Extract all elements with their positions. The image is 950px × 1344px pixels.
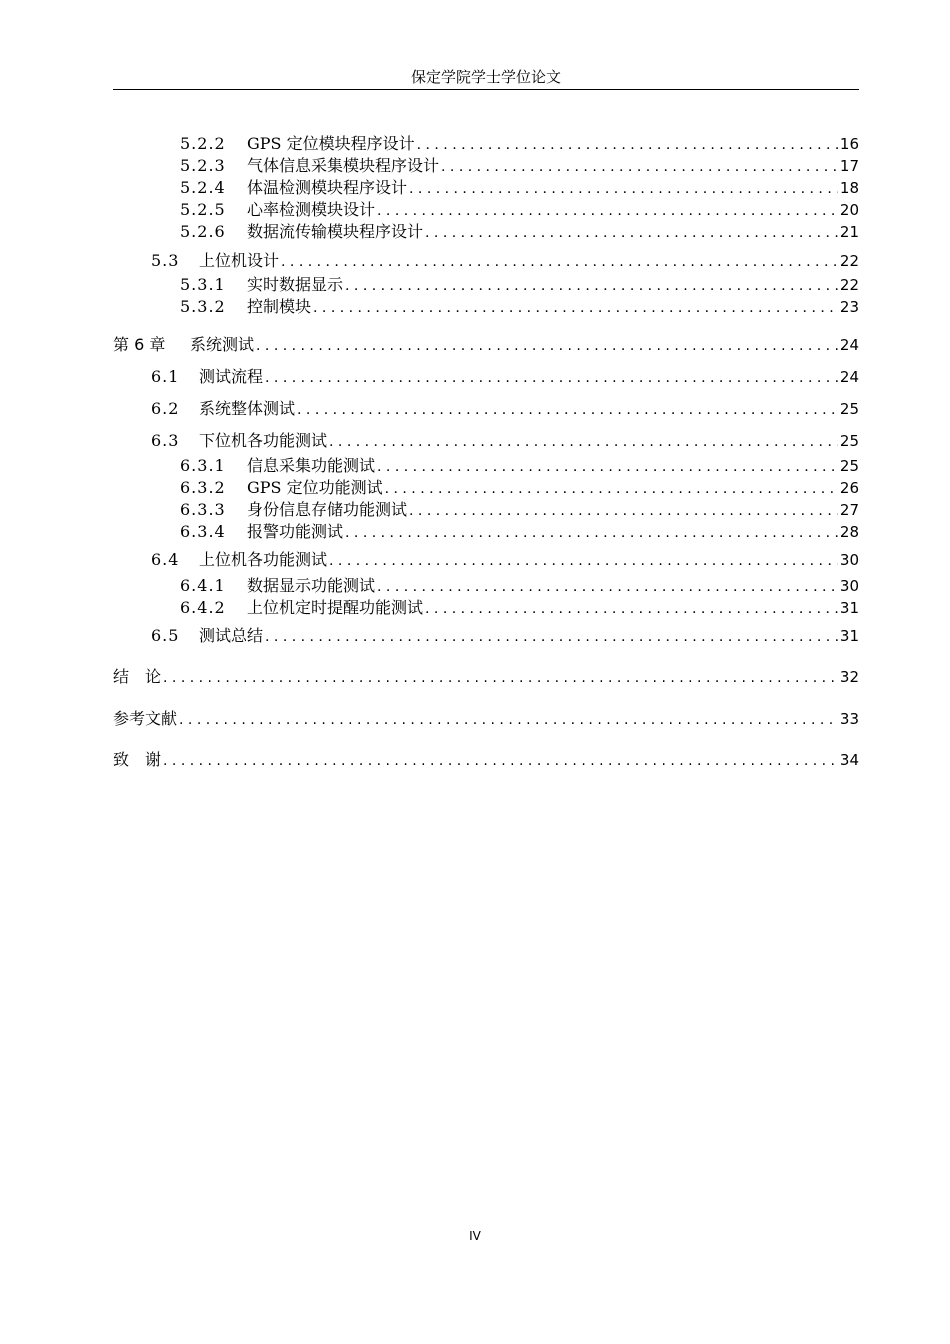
toc-dot-leader	[329, 550, 838, 572]
toc-dot-leader	[265, 626, 838, 648]
toc-entry[interactable]	[113, 625, 859, 647]
toc-dot-leader	[425, 222, 838, 244]
toc-entry-number: 6.3	[151, 431, 180, 450]
toc-entry-title: 下位机各功能测试	[199, 431, 328, 450]
toc-entry-title: 致 谢	[113, 750, 162, 769]
toc-entry-number: 第 6 章	[113, 335, 166, 354]
toc-entry-number: 5.3.2	[180, 297, 226, 316]
toc-entry-title: 测试流程	[199, 367, 264, 386]
toc-entry-number: 5.2.4	[180, 178, 226, 197]
toc-dot-leader	[409, 178, 838, 200]
toc-entry-number: 5.2.3	[180, 156, 226, 175]
toc-dot-leader	[409, 500, 838, 522]
toc-entry-page: 20	[839, 201, 859, 219]
running-header: 保定学院学士学位论文	[410, 68, 561, 86]
toc-entry-page: 23	[839, 298, 859, 316]
toc-entry-title: 上位机设计	[199, 251, 280, 270]
toc-entry-title: 上位机定时提醒功能测试	[247, 598, 424, 617]
toc-entry-page: 22	[839, 276, 859, 294]
toc-dot-leader	[313, 297, 838, 319]
toc-entry-title: 结 论	[113, 667, 162, 686]
toc-entry-page: 28	[839, 523, 859, 541]
toc-dot-leader	[377, 200, 838, 222]
toc-dot-leader	[417, 134, 838, 156]
toc-entry[interactable]	[113, 430, 859, 452]
toc-entry-title: 身份信息存储功能测试	[247, 500, 408, 519]
toc-entry-number: 6.3.3	[180, 500, 226, 519]
toc-entry-number: 5.2.2	[180, 134, 226, 153]
toc-entry[interactable]	[113, 597, 859, 619]
toc-entry-number: 5.3	[151, 251, 180, 270]
toc-entry-title: 体温检测模块程序设计	[247, 178, 408, 197]
toc-entry-page: 24	[839, 368, 859, 386]
toc-entry-page: 32	[839, 668, 859, 686]
toc-entry-number: 5.2.5	[180, 200, 226, 219]
toc-entry[interactable]	[113, 708, 859, 730]
toc-dot-leader	[163, 750, 838, 772]
toc-entry-number: 6.3.2	[180, 478, 226, 497]
toc-entry-page: 25	[839, 432, 859, 450]
toc-dot-leader	[179, 709, 838, 731]
toc-entry[interactable]	[113, 499, 859, 521]
toc-entry-title: 测试总结	[199, 626, 264, 645]
toc-entry-page: 22	[839, 252, 859, 270]
toc-entry[interactable]	[113, 334, 859, 356]
toc-entry-number: 5.3.1	[180, 275, 226, 294]
toc-entry[interactable]	[113, 155, 859, 177]
toc-entry-number: 6.5	[151, 626, 180, 645]
toc-dot-leader	[281, 251, 838, 273]
toc-entry-page: 33	[839, 710, 859, 728]
toc-dot-leader	[425, 598, 838, 620]
toc-entry-page: 26	[839, 479, 859, 497]
toc-entry[interactable]	[113, 274, 859, 296]
toc-entry-page: 18	[839, 179, 859, 197]
toc-entry-page: 21	[839, 223, 859, 241]
toc-entry-title: 数据显示功能测试	[247, 576, 376, 595]
toc-entry[interactable]	[113, 296, 859, 318]
toc-entry-page: 27	[839, 501, 859, 519]
toc-entry[interactable]	[113, 549, 859, 571]
toc-dot-leader	[329, 431, 838, 453]
toc-entry-page: 17	[839, 157, 859, 175]
toc-entry[interactable]	[113, 749, 859, 771]
toc-entry-title: 数据流传输模块程序设计	[247, 222, 424, 241]
toc-entry-page: 16	[839, 135, 859, 153]
toc-dot-leader	[256, 335, 838, 357]
toc-entry[interactable]	[113, 133, 859, 155]
toc-entry-page: 30	[839, 577, 859, 595]
toc-dot-leader	[441, 156, 838, 178]
toc-entry-title: 系统整体测试	[199, 399, 296, 418]
toc-dot-leader	[163, 667, 838, 689]
toc-entry-title: 控制模块	[247, 297, 312, 316]
toc-entry-title: 信息采集功能测试	[247, 456, 376, 475]
toc-entry-number: 6.1	[151, 367, 180, 386]
toc-entry-page: 31	[839, 627, 859, 645]
toc-entry[interactable]	[113, 666, 859, 688]
toc-dot-leader	[377, 456, 838, 478]
toc-entry-number: 6.3.4	[180, 522, 226, 541]
toc-dot-leader	[297, 399, 838, 421]
toc-entry-title: 报警功能测试	[247, 522, 344, 541]
toc-entry-page: 24	[839, 336, 859, 354]
toc-entry[interactable]	[113, 177, 859, 199]
toc-entry[interactable]	[113, 250, 859, 272]
toc-entry[interactable]	[113, 455, 859, 477]
toc-dot-leader	[265, 367, 838, 389]
toc-entry-title: GPS 定位功能测试	[247, 478, 383, 497]
toc-entry[interactable]	[113, 575, 859, 597]
header-rule	[113, 89, 859, 90]
toc-entry[interactable]	[113, 221, 859, 243]
toc-entry[interactable]	[113, 398, 859, 420]
toc-entry-number: 6.2	[151, 399, 180, 418]
toc-entry-title: 系统测试	[190, 335, 255, 354]
toc-entry-page: 34	[839, 751, 859, 769]
toc-entry[interactable]	[113, 477, 859, 499]
toc-entry-title: 实时数据显示	[247, 275, 344, 294]
toc-entry-page: 31	[839, 599, 859, 617]
toc-entry-title: 上位机各功能测试	[199, 550, 328, 569]
toc-dot-leader	[377, 576, 838, 598]
toc-dot-leader	[385, 478, 838, 500]
toc-entry[interactable]	[113, 521, 859, 543]
toc-dot-leader	[345, 522, 838, 544]
toc-dot-leader	[345, 275, 838, 297]
toc-entry-title: 气体信息采集模块程序设计	[247, 156, 440, 175]
toc-entry-number: 6.4	[151, 550, 180, 569]
toc-entry-number: 5.2.6	[180, 222, 226, 241]
toc-entry-page: 25	[839, 457, 859, 475]
toc-entry-page: 25	[839, 400, 859, 418]
toc-entry-number: 6.3.1	[180, 456, 226, 475]
toc-entry-title: 参考文献	[113, 709, 178, 728]
toc-entry-number: 6.4.1	[180, 576, 226, 595]
toc-entry-number: 6.4.2	[180, 598, 226, 617]
toc-entry[interactable]	[113, 366, 859, 388]
toc-entry[interactable]	[113, 199, 859, 221]
toc-entry-page: 30	[839, 551, 859, 569]
toc-entry-title: GPS 定位模块程序设计	[247, 134, 415, 153]
toc-entry-title: 心率检测模块设计	[247, 200, 376, 219]
page-number: IV	[469, 1229, 481, 1243]
